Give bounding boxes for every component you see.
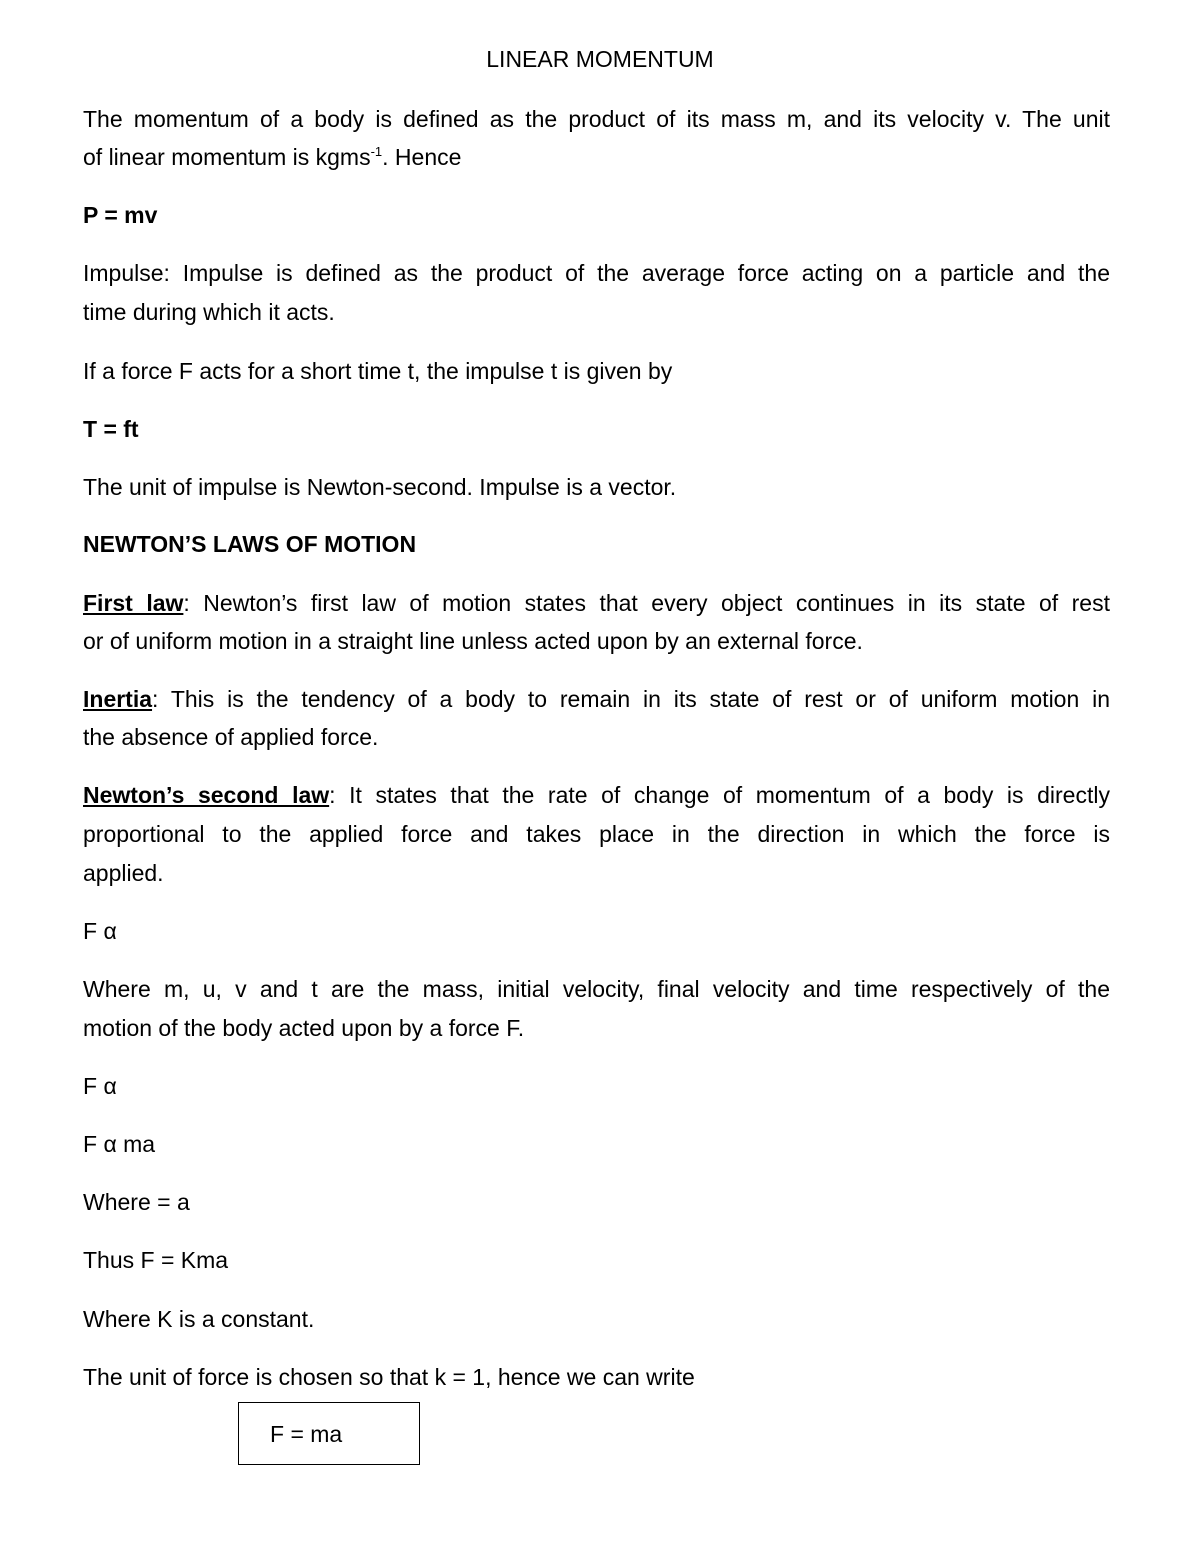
momentum-unit-text: of linear momentum is kgms	[83, 144, 371, 170]
first-law-label: First law	[83, 590, 184, 616]
boxed-equation	[238, 1402, 420, 1465]
second-law-line2: proportional to the applied force and takes place in the direction in which the force is	[83, 821, 1110, 847]
force-kma-equation: Thus F = Kma	[83, 1247, 229, 1273]
second-law-label: Newton’s second law	[83, 782, 330, 808]
first-law-text: : Newton’s first law of motion states that every object continues in its state of rest	[183, 590, 1110, 616]
where-variables-line1: Where m, u, v and t are the mass, initial velocity, final velocity and time respectively of the	[83, 976, 1110, 1002]
momentum-unit-superscript: -1	[370, 144, 383, 159]
inertia-text: : This is the tendency of a body to remain in its state of rest or of uniform motion in	[152, 686, 1110, 712]
proportional-equation-1: F α	[83, 918, 117, 944]
momentum-definition-line2	[83, 143, 461, 171]
where-variables-line2: motion of the body acted upon by a force F.	[83, 1015, 525, 1041]
inertia-line2: the absence of applied force.	[83, 724, 379, 750]
momentum-definition-line1: The momentum of a body is defined as the product of its mass m, and its velocity v. The unit	[83, 106, 1110, 132]
boxed-equation-text: F = ma	[270, 1421, 343, 1447]
impulse-equation: T = ft	[83, 416, 139, 442]
momentum-hence-text: . Hence	[382, 144, 462, 170]
constant-note: Where K is a constant.	[83, 1306, 315, 1332]
impulse-intro: If a force F acts for a short time t, the impulse t is given by	[83, 358, 673, 384]
first-law-line2: or of uniform motion in a straight line unless acted upon by an external force.	[83, 628, 863, 654]
section-heading-newtons-laws: NEWTON’S LAWS OF MOTION	[83, 531, 417, 557]
impulse-definition-line1: Impulse: Impulse is defined as the product of the average force acting on a particle and the	[83, 260, 1110, 286]
second-law-line3: applied.	[83, 860, 164, 886]
unit-of-force-note: The unit of force is chosen so that k = 1, hence we can write	[83, 1364, 695, 1390]
page-title: LINEAR MOMENTUM	[486, 46, 714, 72]
first-law-line1	[83, 589, 1110, 617]
inertia-line1	[83, 685, 1110, 713]
second-law-text: : It states that the rate of change of momentum of a body is directly	[329, 782, 1110, 808]
proportional-equation-3: F α ma	[83, 1131, 156, 1157]
proportional-equation-2: F α	[83, 1073, 117, 1099]
impulse-unit-note: The unit of impulse is Newton-second. Impulse is a vector.	[83, 474, 677, 500]
acceleration-equation: Where = a	[83, 1189, 190, 1215]
momentum-equation: P = mv	[83, 202, 158, 228]
impulse-definition-line2: time during which it acts.	[83, 299, 335, 325]
second-law-line1	[83, 781, 1110, 809]
inertia-label: Inertia	[83, 686, 153, 712]
